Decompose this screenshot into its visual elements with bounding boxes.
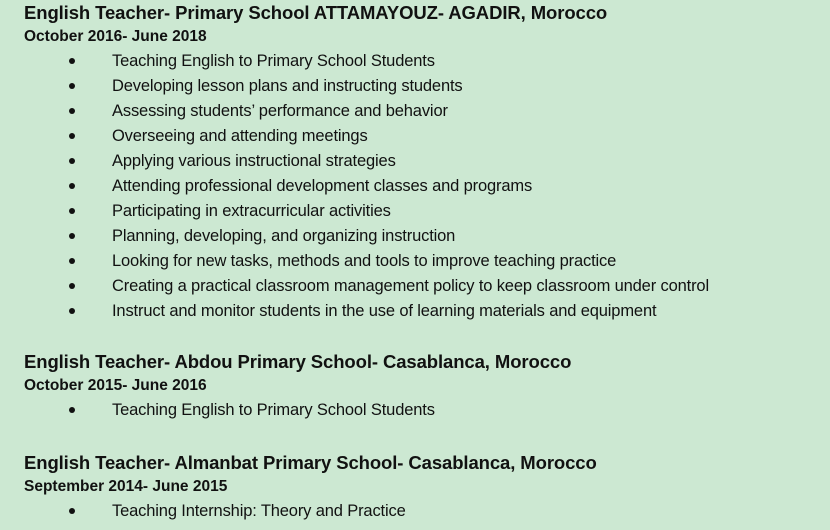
job-title: English Teacher- Abdou Primary School- Casablanca, Morocco: [24, 351, 572, 372]
job-dates: October 2016- June 2018: [24, 28, 207, 45]
bullet-icon: [69, 258, 75, 264]
list-item: [24, 398, 571, 423]
job-title: English Teacher- Primary School ATTAMAYOUZ- AGADIR, Morocco: [24, 2, 608, 23]
bullet-icon: [69, 208, 75, 214]
job-entry: [24, 349, 571, 423]
job-title: English Teacher- Almanbat Primary School- Casablanca, Morocco: [24, 452, 597, 473]
list-item: [24, 124, 709, 149]
duty-text: Creating a practical classroom management policy to keep classroom under control: [112, 277, 709, 295]
bullet-icon: [69, 183, 75, 189]
bullet-icon: [69, 233, 75, 239]
duty-text: Assessing students’ performance and behavior: [112, 102, 448, 120]
duty-list: [24, 499, 597, 524]
bullet-icon: [69, 108, 75, 114]
bullet-icon: [69, 508, 75, 514]
duty-text: Developing lesson plans and instructing students: [112, 77, 463, 95]
bullet-icon: [69, 83, 75, 89]
bullet-icon: [69, 283, 75, 289]
list-item: [24, 174, 709, 199]
duty-text: Teaching English to Primary School Students: [112, 401, 435, 419]
duty-text: Attending professional development classes and programs: [112, 177, 533, 195]
list-item: [24, 199, 709, 224]
duty-text: Looking for new tasks, methods and tools to improve teaching practice: [112, 252, 617, 270]
duty-text: Planning, developing, and organizing instruction: [112, 227, 456, 245]
job-dates: October 2015- June 2016: [24, 377, 207, 394]
list-item: [24, 149, 709, 174]
job-entry: [24, 0, 709, 324]
duty-text: Applying various instructional strategies: [112, 152, 396, 170]
duty-list: [24, 398, 571, 423]
list-item: [24, 274, 709, 299]
duty-text: Overseeing and attending meetings: [112, 127, 368, 145]
bullet-icon: [69, 158, 75, 164]
job-entry: [24, 450, 597, 524]
list-item: [24, 99, 709, 124]
duty-text: Teaching English to Primary School Students: [112, 52, 435, 70]
list-item: [24, 249, 709, 274]
list-item: [24, 299, 709, 324]
list-item: [24, 499, 597, 524]
bullet-icon: [69, 407, 75, 413]
bullet-icon: [69, 133, 75, 139]
duty-text: Participating in extracurricular activities: [112, 202, 391, 220]
list-item: [24, 224, 709, 249]
duty-list: [24, 49, 709, 324]
bullet-icon: [69, 308, 75, 314]
list-item: [24, 74, 709, 99]
duty-text: Teaching Internship: Theory and Practice: [112, 502, 406, 520]
job-dates: September 2014- June 2015: [24, 478, 228, 495]
list-item: [24, 49, 709, 74]
duty-text: Instruct and monitor students in the use of learning materials and equipment: [112, 302, 657, 320]
bullet-icon: [69, 58, 75, 64]
